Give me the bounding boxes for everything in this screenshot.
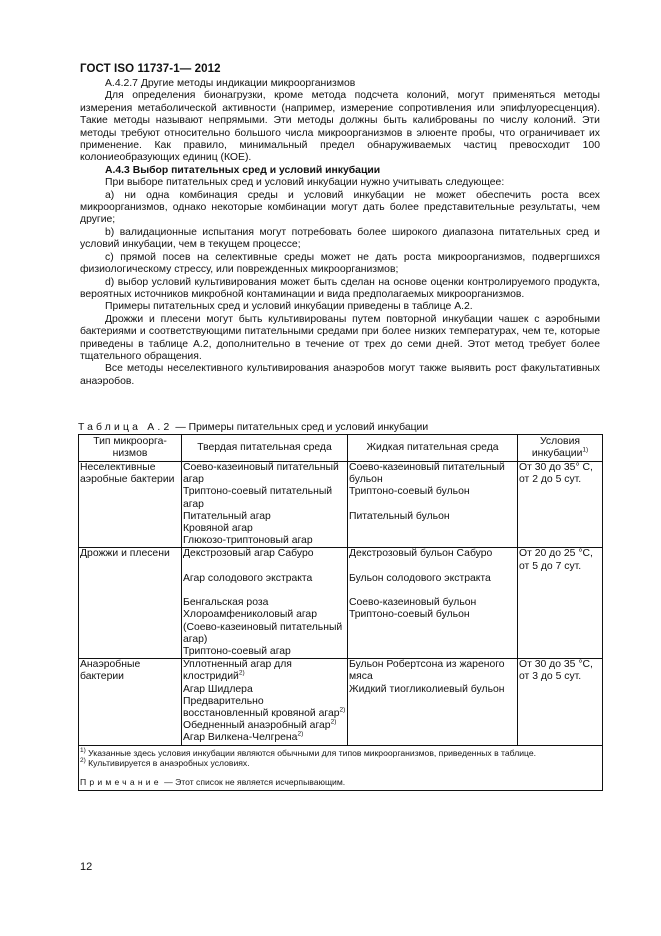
body-text (80, 78, 600, 388)
cell-type: Анаэробные бактерии (79, 659, 182, 745)
cell-solid (182, 548, 348, 659)
table-row-aerobic (79, 462, 603, 548)
footnote-mark: 2) (330, 718, 337, 726)
medium-item: Бульон Робертсона из жареного мяса (349, 659, 505, 683)
footnote-1-text: Указанные здесь условия инкубации являются обычными для типов микроорганизмов, приведенных в таблице. (88, 747, 537, 758)
medium-item: Предварительно восстановленный кровяной агар$^{2)}$ (183, 695, 346, 720)
paragraph-a427-heading: А.4.2.7 Другие методы индикации микроорганизмов (105, 78, 356, 89)
list-item-c: c) прямой посев на селективные среды может не дать роста микроорганизмов, подвергшихся физиологическому стрессу, или поврежденных микроорганизмов; (80, 251, 600, 276)
table-row-yeast-mold (79, 548, 603, 659)
footnote-1-mark: 1) (80, 746, 86, 754)
cell-conditions (518, 462, 603, 548)
medium-item: Питательный агар (183, 510, 271, 522)
paragraph-anaerobes: Все методы неселективного культивирования анаэробов могут также выявить рост факультативных анаэробов. (80, 363, 600, 387)
subsection-heading-a43: А.4.3 Выбор питательных сред и условий инкубации (105, 164, 381, 176)
table-note-label: Примечание (80, 777, 162, 788)
cell-conditions (518, 659, 603, 745)
paragraph-indirect-methods: Для определения бионагрузки, кроме метода подсчета колоний, могут применяться методы измерения метаболической активности (например, измерение сопротивления или эпифлуоресценция). Такие методы называют непрямыми. Эти методы должны быть калиброваны по числу колоний. Эти методы требуют относительно большого числа микроорганизмов в элюенте пробы, что ограничивает их применение. Как правило, минимальный предел обнаруживаемых частиц превосходит 100 колониеобразующих единиц (КОЕ). (80, 90, 600, 164)
cell-liquid (348, 462, 518, 548)
medium-item: Триптоно-соевый питательный агар (183, 486, 333, 510)
condition-duration: от 5 до 7 сут. (519, 560, 582, 572)
table-caption-text: — Примеры питательных сред и условий инкубации (175, 422, 429, 433)
medium-item: Обедненный анаэробный агар$^{2)}$ (183, 718, 337, 732)
medium-item: Декстрозовый агар Сабуро (183, 548, 314, 560)
table-row-anaerobic (79, 659, 603, 745)
table-header-row (79, 435, 603, 462)
medium-item: Питательный бульон (349, 510, 450, 522)
cell-type: Дрожжи и плесени (79, 548, 182, 659)
medium-item: Бенгальская роза (183, 597, 269, 609)
medium-item: Декстрозовый бульон Сабуро (349, 548, 493, 560)
table-footnotes (79, 745, 603, 790)
header-solid: Твердая питательная среда (182, 435, 348, 462)
medium-item: Агар Вилкена-Челгрена$^{2)}$ (183, 730, 304, 744)
list-item-d: d) выбор условий культивирования может быть сделан на основе оценки контролируемого продукта, вероятных источников микробной контаминации и вида предполагаемых микроорганизмов. (80, 276, 600, 300)
medium-item: Соево-казеиновый питательный агар (183, 462, 339, 486)
medium-item: Триптоно-соевый бульон (349, 609, 470, 621)
medium-item: Жидкий тиогликолиевый бульон (349, 683, 505, 695)
header-conditions (518, 435, 603, 462)
cell-type: Неселективные аэробные бактерии (79, 462, 182, 548)
header-type: Тип микроорга-низмов (79, 435, 182, 462)
cell-liquid (348, 548, 518, 659)
footnote-mark: 1) (582, 446, 589, 454)
condition-duration: от 2 до 5 сут. (519, 474, 582, 486)
header-liquid: Жидкая питательная среда (348, 435, 518, 462)
footnote-1 (80, 748, 600, 759)
medium-item: Уплотненный агар для клостридий$^{2)}$ (183, 659, 292, 683)
condition-temperature: От 30 до 35° С, (519, 462, 593, 473)
condition-temperature: От 30 до 35 °С, (519, 659, 593, 671)
medium-item: Триптоно-соевый бульон (349, 486, 470, 498)
cell-solid (182, 659, 348, 745)
paragraph-yeast-mold: Дрожжи и плесени могут быть культивированы путем повторной инкубации чашек с аэробными бактериями и соответствующими питательными средами при более низких температурах, чем те, которые приведены в таблице А.2, дополнительно в течение от трех до семи дней. Этот метод требует более тщательного обращения. (80, 313, 600, 362)
table-note (80, 777, 600, 788)
cell-solid (182, 462, 348, 548)
cell-liquid (348, 659, 518, 745)
table-note-text: — Этот список не является исчерпывающим. (164, 777, 346, 788)
condition-duration: от 3 до 5 сут. (519, 671, 582, 683)
medium-item: Агар солодового экстракта (183, 572, 313, 584)
footnote-mark: 2) (238, 669, 245, 677)
table-caption-label: Таблица А.2 (78, 422, 173, 433)
medium-item: Глюкозо-триптоновый агар (183, 535, 313, 547)
document-header: ГОСТ ISO 11737-1— 2012 (80, 63, 221, 75)
medium-item: Бульон солодового экстракта (349, 572, 491, 584)
medium-item: Триптоно-соевый агар (183, 646, 291, 658)
medium-item: Хлороамфениколовый агар (Соево-казеиновый питательный агар) (183, 609, 343, 645)
footnote-2 (80, 758, 600, 769)
medium-item: Соево-казеиновый питательный бульон (349, 462, 505, 486)
list-item-b: b) валидационные испытания могут потребовать более широкого диапазона питательных сред и условий инкубации, чем в текущем процессе; (80, 226, 600, 251)
condition-temperature: От 20 до 25 °С, (519, 548, 593, 560)
footnote-mark: 2) (297, 730, 304, 738)
header-conditions-text: Условия инкубации (531, 435, 583, 459)
table-footnotes-row (79, 745, 603, 790)
cell-conditions (518, 548, 603, 659)
list-item-a: a) ни одна комбинация среды и условий инкубации не может обеспечить роста всех микроорганизмов, однако некоторые комбинации могут дать более представительные результаты, чем другие; (80, 189, 600, 226)
medium-item: Соево-казеиновый бульон (349, 597, 477, 609)
paragraph-table-reference: Примеры питательных сред и условий инкубации приведены в таблице А.2. (105, 301, 473, 313)
media-table (78, 434, 603, 791)
table-caption (78, 422, 602, 434)
paragraph-selection-intro: При выборе питательных сред и условий инкубации нужно учитывать следующее: (105, 177, 505, 189)
medium-item: Агар Шидлера (183, 683, 253, 695)
medium-item: Кровяной агар (183, 523, 253, 535)
table-a2 (78, 422, 602, 791)
page-number: 12 (80, 861, 93, 873)
footnote-mark: 2) (339, 706, 346, 714)
footnote-2-text: Культивируется в анаэробных условиях. (88, 758, 250, 769)
footnote-2-mark: 2) (80, 757, 86, 765)
